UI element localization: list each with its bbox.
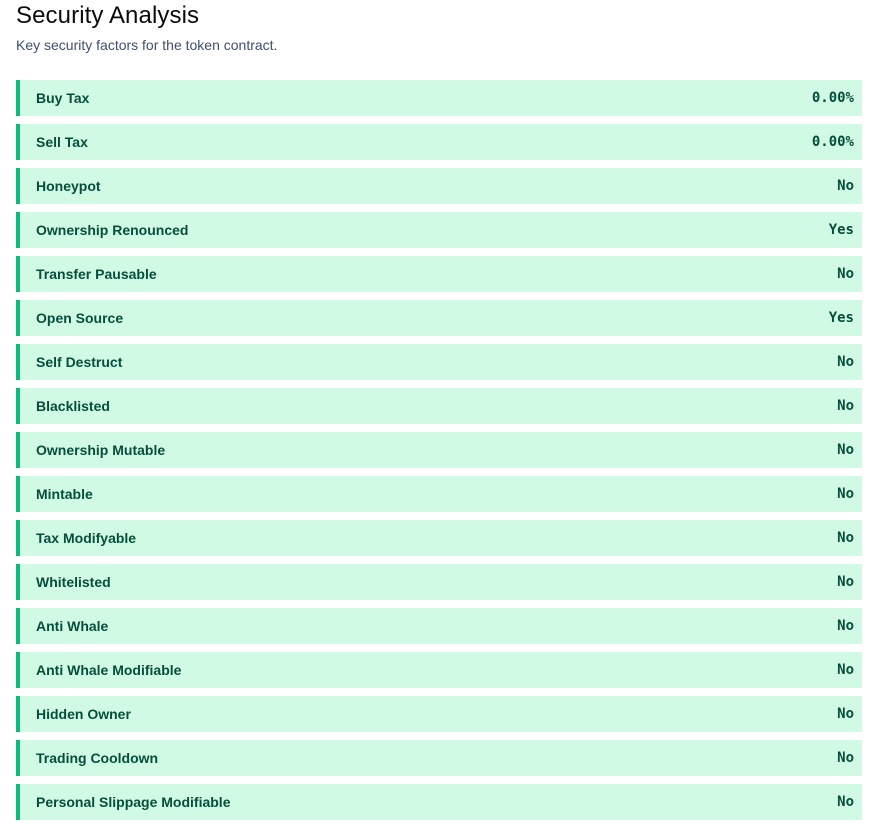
- factor-row-tax-modifyable: [16, 520, 862, 556]
- factor-label: Blacklisted: [36, 398, 110, 414]
- factor-label: Ownership Mutable: [36, 442, 166, 458]
- factor-label: Transfer Pausable: [36, 266, 157, 282]
- factor-value: No: [837, 574, 854, 590]
- factor-value: No: [837, 178, 854, 194]
- factor-row-ownership-mutable: [16, 432, 862, 468]
- factor-value: 0.00%: [811, 90, 854, 106]
- page-subtitle: Key security factors for the token contract.: [16, 37, 278, 53]
- factor-value: No: [837, 266, 854, 282]
- factor-row-self-destruct: [16, 344, 862, 380]
- factor-label: Self Destruct: [36, 354, 123, 370]
- factor-value: No: [837, 398, 854, 414]
- factor-label: Mintable: [36, 486, 93, 502]
- factor-label: Trading Cooldown: [36, 750, 159, 766]
- factor-label: Whitelisted: [36, 574, 111, 590]
- factor-value: No: [837, 706, 854, 722]
- factor-value: No: [837, 486, 854, 502]
- factor-row-honeypot: [16, 168, 862, 204]
- factor-value: No: [837, 794, 854, 810]
- factor-value: No: [837, 662, 854, 678]
- security-factor-list: [16, 80, 862, 820]
- factor-row-mintable: [16, 476, 862, 512]
- factor-value: Yes: [828, 310, 854, 326]
- page-title: Security Analysis: [16, 2, 200, 29]
- factor-row-transfer-pausable: [16, 256, 862, 292]
- factor-row-sell-tax: [16, 124, 862, 160]
- factor-label: Tax Modifyable: [36, 530, 137, 546]
- factor-label: Anti Whale: [36, 618, 109, 634]
- factor-label: Buy Tax: [36, 90, 90, 106]
- factor-value: No: [837, 530, 854, 546]
- factor-value: 0.00%: [811, 134, 854, 150]
- factor-value: No: [837, 354, 854, 370]
- factor-row-anti-whale-modifiable: [16, 652, 862, 688]
- factor-value: No: [837, 750, 854, 766]
- factor-label: Personal Slippage Modifiable: [36, 794, 231, 810]
- factor-row-open-source: [16, 300, 862, 336]
- factor-label: Ownership Renounced: [36, 222, 189, 238]
- factor-value: Yes: [828, 222, 854, 238]
- factor-label: Open Source: [36, 310, 124, 326]
- factor-label: Anti Whale Modifiable: [36, 662, 182, 678]
- factor-row-ownership-renounced: [16, 212, 862, 248]
- factor-value: No: [837, 442, 854, 458]
- factor-label: Honeypot: [36, 178, 101, 194]
- factor-label: Sell Tax: [36, 134, 88, 150]
- factor-row-trading-cooldown: [16, 740, 862, 776]
- factor-row-anti-whale: [16, 608, 862, 644]
- factor-row-buy-tax: [16, 80, 862, 116]
- factor-row-hidden-owner: [16, 696, 862, 732]
- factor-value: No: [837, 618, 854, 634]
- factor-row-blacklisted: [16, 388, 862, 424]
- factor-label: Hidden Owner: [36, 706, 131, 722]
- factor-row-whitelisted: [16, 564, 862, 600]
- factor-row-personal-slippage-modifiable: [16, 784, 862, 820]
